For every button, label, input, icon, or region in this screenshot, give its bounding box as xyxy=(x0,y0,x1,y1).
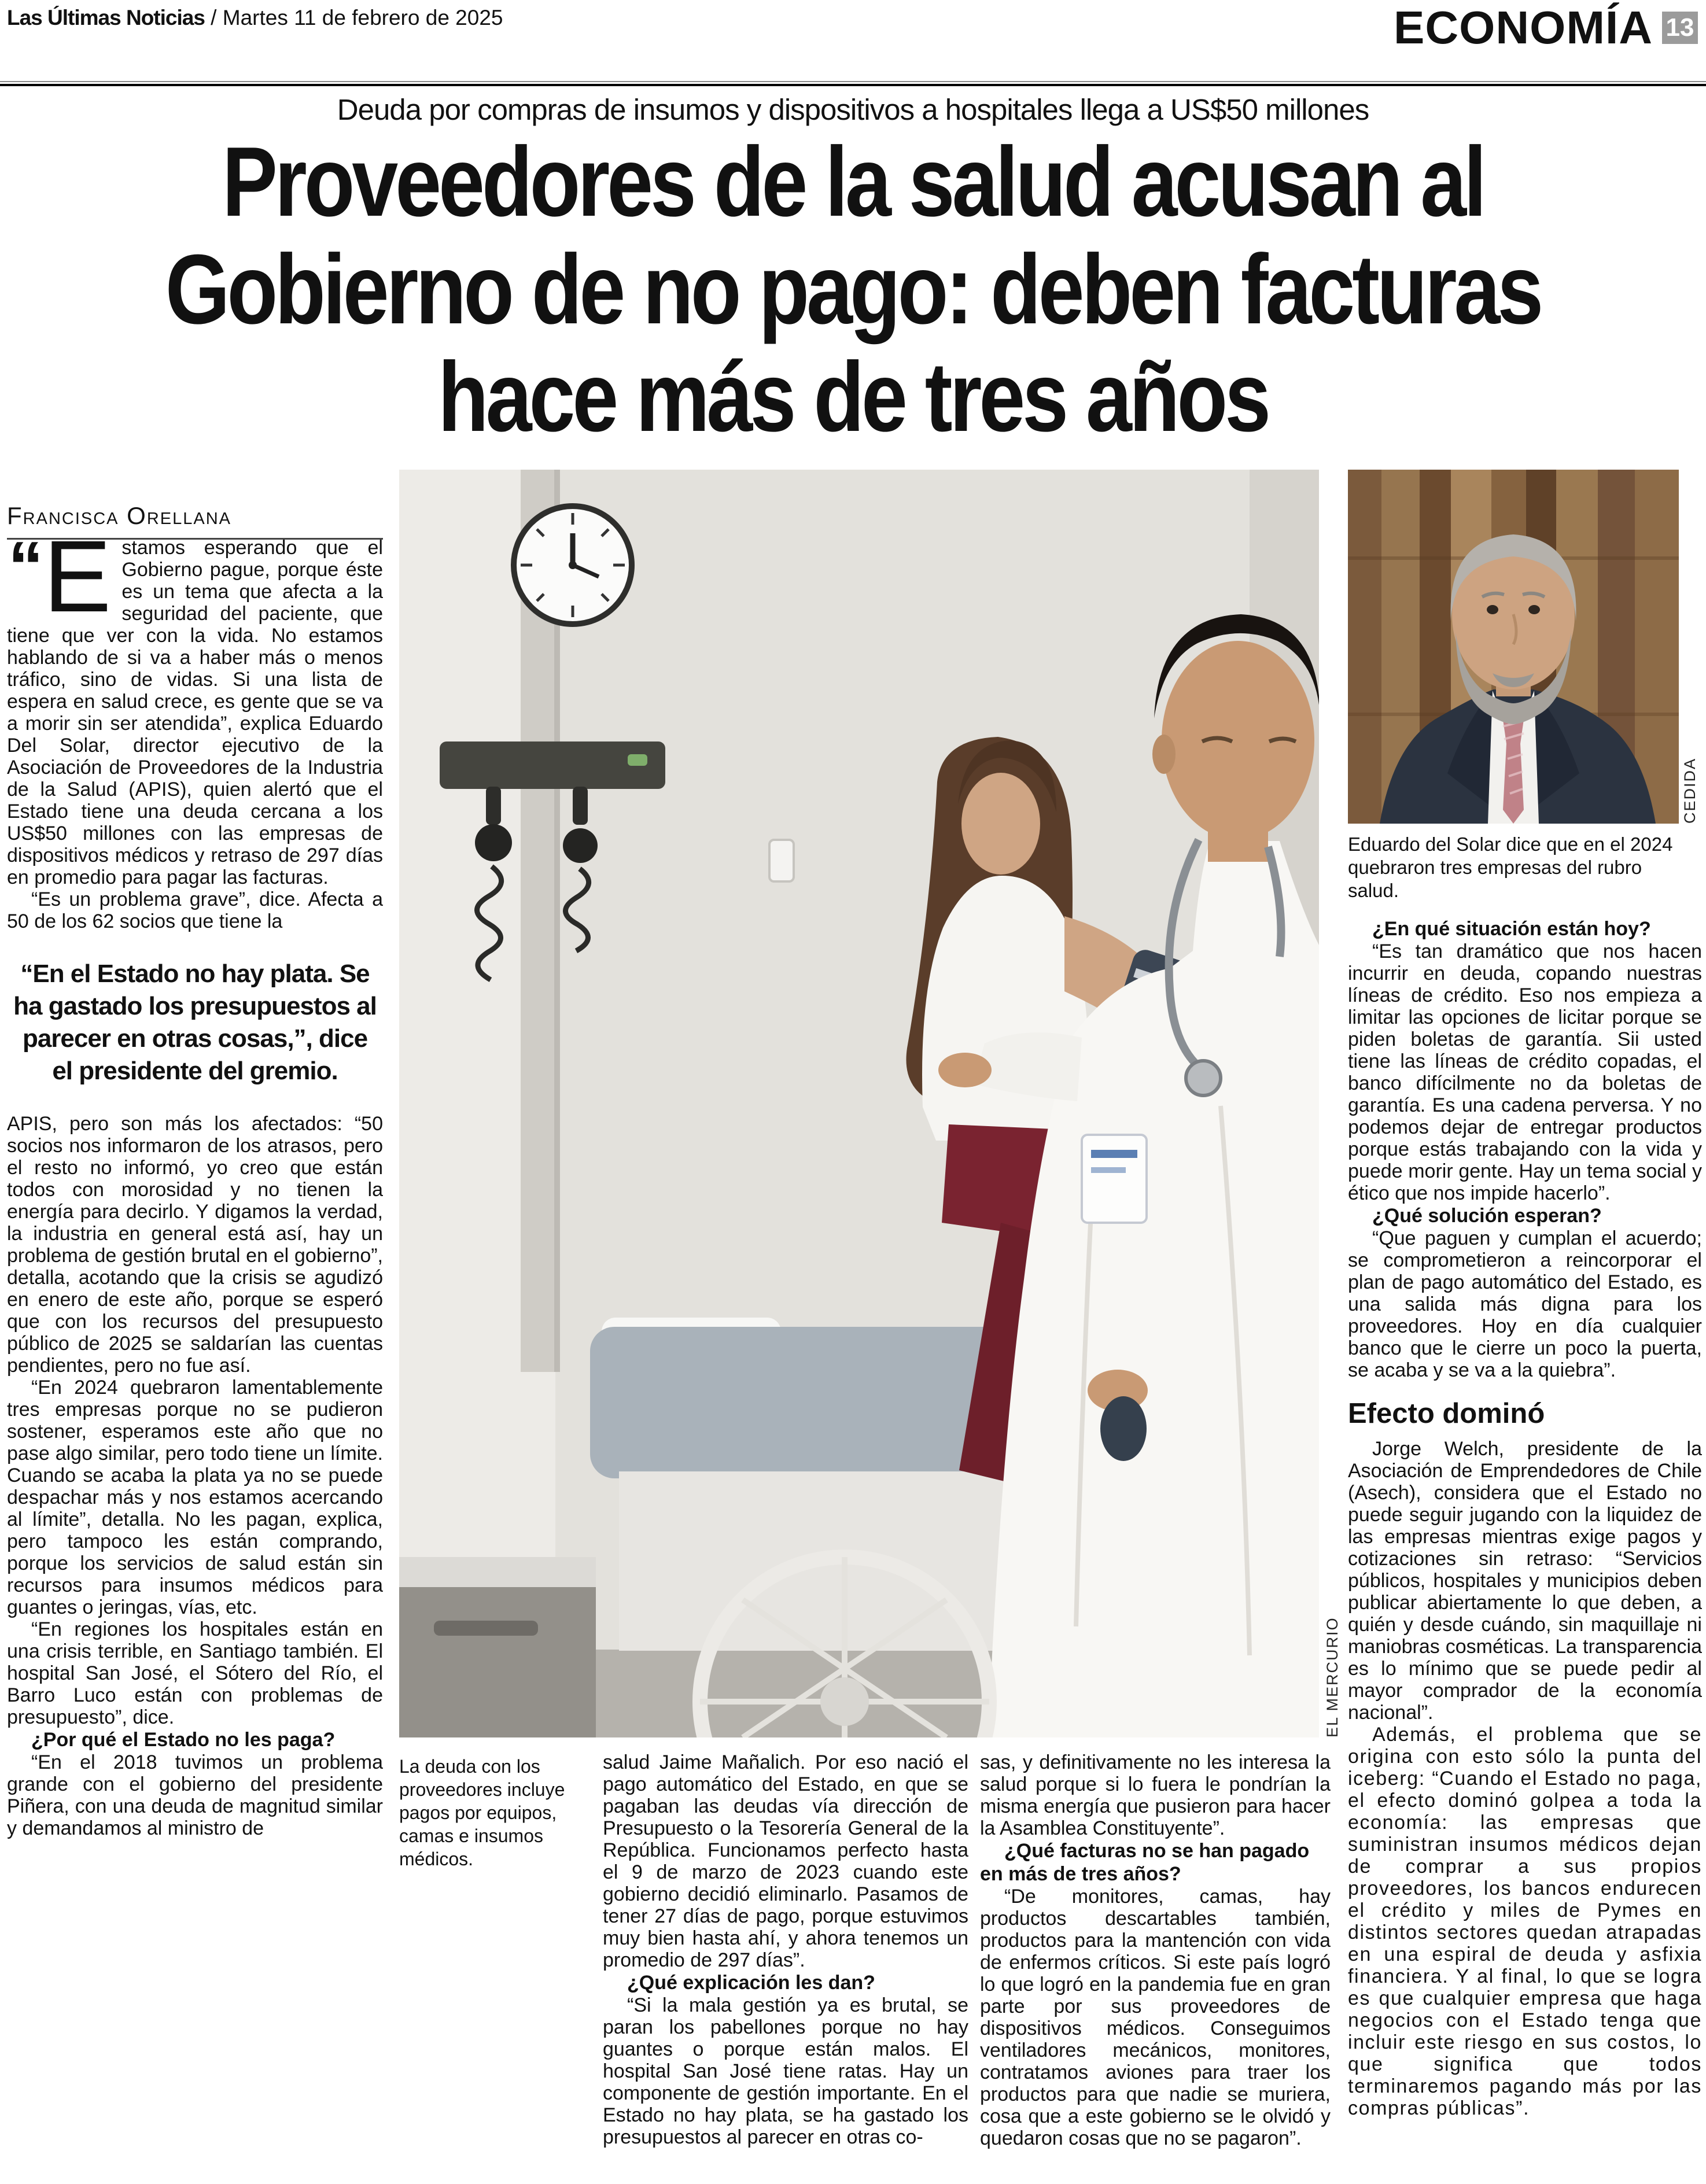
headline-line-2: Gobierno de no pago: deben facturas xyxy=(165,234,1541,345)
page-number-badge: 13 xyxy=(1662,12,1698,44)
paragraph: “De monitores, camas, hay productos descartables también, productos para la mantención con vida de enfermos críticos. Si este país logró lo que logró en la pandemia fue en gran parte por sus proveedores de dispositivos médicos. Conseguimos ventiladores mecánicos, monitores, contratamos aviones para traer los productos para que nadie se muriera, cosa que a este gobierno se le olvidó y quedaron cosas que no se pagaron”. xyxy=(980,1886,1331,2149)
article-column-3 xyxy=(980,1751,1331,2184)
headline-line-3: hace más de tres años xyxy=(437,342,1269,452)
headline xyxy=(137,128,1569,451)
question-subhead: ¿Qué solución esperan? xyxy=(1372,1205,1602,1227)
paragraph: “Que paguen y cumplan el acuerdo; se comprometieron a reincorporar el plan de pago automático del Estado, es una salida más digna para los proveedores. Hoy en día cualquier banco que le cierre un poco la puerta, se acaba y se va a la quiebra”. xyxy=(1348,1227,1702,1381)
portrait-illustration xyxy=(1348,470,1679,824)
question-subhead: ¿Qué explicación les dan? xyxy=(627,1972,875,1994)
photo-caption-main: La deuda con los proveedores incluye pagos por equipos, camas e insumos médicos. xyxy=(399,1756,565,1869)
photo-credit-main: EL MERCURIO xyxy=(1324,1617,1341,1737)
portrait-photo xyxy=(1348,470,1679,824)
question-subhead: ¿En qué situación están hoy? xyxy=(1372,918,1651,940)
article-column-4 xyxy=(1348,917,1702,2184)
paragraph: “Si la mala gestión ya es brutal, se paran los pabellones porque no hay guantes o porque están malos. El hospital San José tiene ratas. Hay un componente de gestión importante. En el Estado no hay plata, se ha gastado los presupuestos al parecer en otras co- xyxy=(603,1994,968,2148)
paragraph: “En el 2018 tuvimos un problema grande con el gobierno del presidente Piñera, con una deuda de magnitud similar y demandamos al ministro de xyxy=(7,1751,383,1839)
equipment-cart xyxy=(399,1557,596,1737)
paragraph: APIS, pero son más los afectados: “50 socios nos informaron de los atrasos, pero el resto no informó, yo creo que están todos con morosidad y no tienen la energía para decirlo. Y digamos la verdad, la industria en general está así, hay un problema de gestión brutal en el gobierno”, detalla, acotando que la crisis se agudizó en enero de este año, porque se esperó que con los recursos del presupuesto público de 2025 se saldarían las cuentas pendientes, pero no fue así. xyxy=(7,1113,383,1377)
section-subhead: Efecto dominó xyxy=(1348,1398,1545,1429)
wall-clock-icon xyxy=(514,506,632,624)
photo-caption-portrait: Eduardo del Solar dice que en el 2024 quebraron tres empresas del rubro salud. xyxy=(1348,833,1673,901)
section-header xyxy=(1394,1,1698,54)
paragraph: Jorge Welch, presidente de la Asociación de Emprendedores de Chile (Asech), considera que el Estado no puede seguir jugando con la liquidez de las empresas mientras exige pagos y cotizaciones sin retraso: “Servicios públicos, hospitales y municipios deben publicar abiertamente lo que deben, a quién y desde cuándo, sin maquillaje ni maniobras cosméticas. La transparencia es lo mínimo que se puede pedir al mayor comprador de la economía nacional”. xyxy=(1348,1438,1702,1724)
clinic-photo xyxy=(399,470,1319,1737)
paragraph: “Es tan dramático que nos hacen incurrir en deuda, copando nuestras líneas de crédito. Eso nos empieza a limitar las opciones de licitar porque se piden boletas de garantía. Sii usted tiene las líneas de crédito copadas, el banco difícilmente no da boletas de garantía. Es una cadena perversa. Y no podemos dejar de entregar productos porque estás trabajando con la vida y puede morir gente. Hay un tema social y ético que nos impide hacerlo”. xyxy=(1348,940,1702,1204)
article-column-1 xyxy=(7,537,383,2179)
paragraph: sas, y definitivamente no les interesa la salud porque si lo fuera le pondrían la misma energía que pusieron para hacer la Asamblea Constituyente”. xyxy=(980,1751,1331,1839)
photo-credit-portrait: CEDIDA xyxy=(1681,757,1698,824)
edition-date: / Martes 11 de febrero de 2025 xyxy=(204,6,503,29)
article-column-2 xyxy=(603,1751,968,2184)
pull-quote: “En el Estado no hay plata. Se ha gastado los presupuestos al parecer en otras cosas,”, dice el presidente del gremio. xyxy=(13,960,377,1085)
byline: Francisca Orellana xyxy=(7,502,383,540)
paragraph xyxy=(7,537,383,888)
paragraph: “En 2024 quebraron lamentablemente tres empresas porque no se pudieron sostener, esperamos este año que no pase algo similar, pero todo tiene un límite. Cuando se acaba la plata ya no se puede despachar más y nos estamos acercando al límite”, detalla. No les pagan, explica, pero tampoco les están comprando, porque los servicios de salud están sin recursos para insumos médicos para guantes o jeringas, vías, etc. xyxy=(7,1377,383,1618)
paragraph: “Es un problema grave”, dice. Afecta a 50 de los 62 socios que tiene la xyxy=(7,888,383,932)
paragraph: Además, el problema que se origina con esto sólo la punta del iceberg: “Cuando el Estado no paga, el efecto dominó golpea a toda la economía: las empresas que suministran insumos médicos dejan de comprar a sus propios proveedores, los bancos endurecen el crédito y miles de Pymes en distintos sectores quedan atrapadas en una espiral de deuda y asfixia financiera. Y al final, lo que se logra es que cualquier empresa que haga negocios con el Estado tenga que incluir este riesgo en sus costos, lo que significa que todos terminaremos pagando más por las compras públicas”. xyxy=(1348,1724,1702,2119)
masthead xyxy=(7,6,503,30)
dropcap-letter: E xyxy=(43,537,112,633)
headline-line-1: Proveedores de la salud acusan al xyxy=(222,127,1484,237)
question-subhead: ¿Qué facturas no se han pagado en más de tres años? xyxy=(980,1840,1310,1885)
wall-outlet xyxy=(769,840,794,881)
opening-quote-mark: “ xyxy=(8,537,39,606)
paragraph: “En regiones los hospitales están en una crisis terrible, en Santiago también. El hospital San José, el Sótero del Río, el Barro Luco están con problemas de presupuesto”, dice. xyxy=(7,1618,383,1728)
kicker: Deuda por compras de insumos y dispositivos a hospitales llega a US$50 millones xyxy=(337,93,1369,126)
clinic-photo-illustration xyxy=(399,470,1319,1737)
paragraph-text: stamos esperando que el Gobierno pague, porque éste es un tema que afecta a la seguridad del paciente, que tiene que ver con la vida. No estamos hablando de si va a haber más o menos tráfico, sino de vidas. Si una lista de espera en salud crece, es gente que se va a morir sin ser atendida”, explica Eduardo Del Solar, director ejecutivo de la Asociación de Proveedores de la Industria de la Salud (APIS), quien alertó que el Estado tiene una deuda cercana a los US$50 millones con las empresas de dispositivos médicos y retraso de 297 días en promedio para pagar las facturas. xyxy=(7,537,383,888)
paragraph: salud Jaime Mañalich. Por eso nació el pago automático del Estado, en que se pagaban las deudas vía dirección de Presupuesto o la Tesorería General de la República. Funcionamos perfecto hasta el 9 de marzo de 2023 cuando este gobierno decidió eliminarlo. Pasamos de tener 27 días de pago, porque estuvimos muy bien hasta ahí, y ahora tenemos un promedio de 297 días”. xyxy=(603,1751,968,1971)
dropcap-block xyxy=(8,537,112,633)
question-subhead: ¿Por qué el Estado no les paga? xyxy=(31,1729,336,1751)
section-title: ECONOMÍA xyxy=(1394,2,1653,53)
header-divider xyxy=(0,81,1706,86)
newspaper-name: Las Últimas Noticias xyxy=(7,6,205,29)
